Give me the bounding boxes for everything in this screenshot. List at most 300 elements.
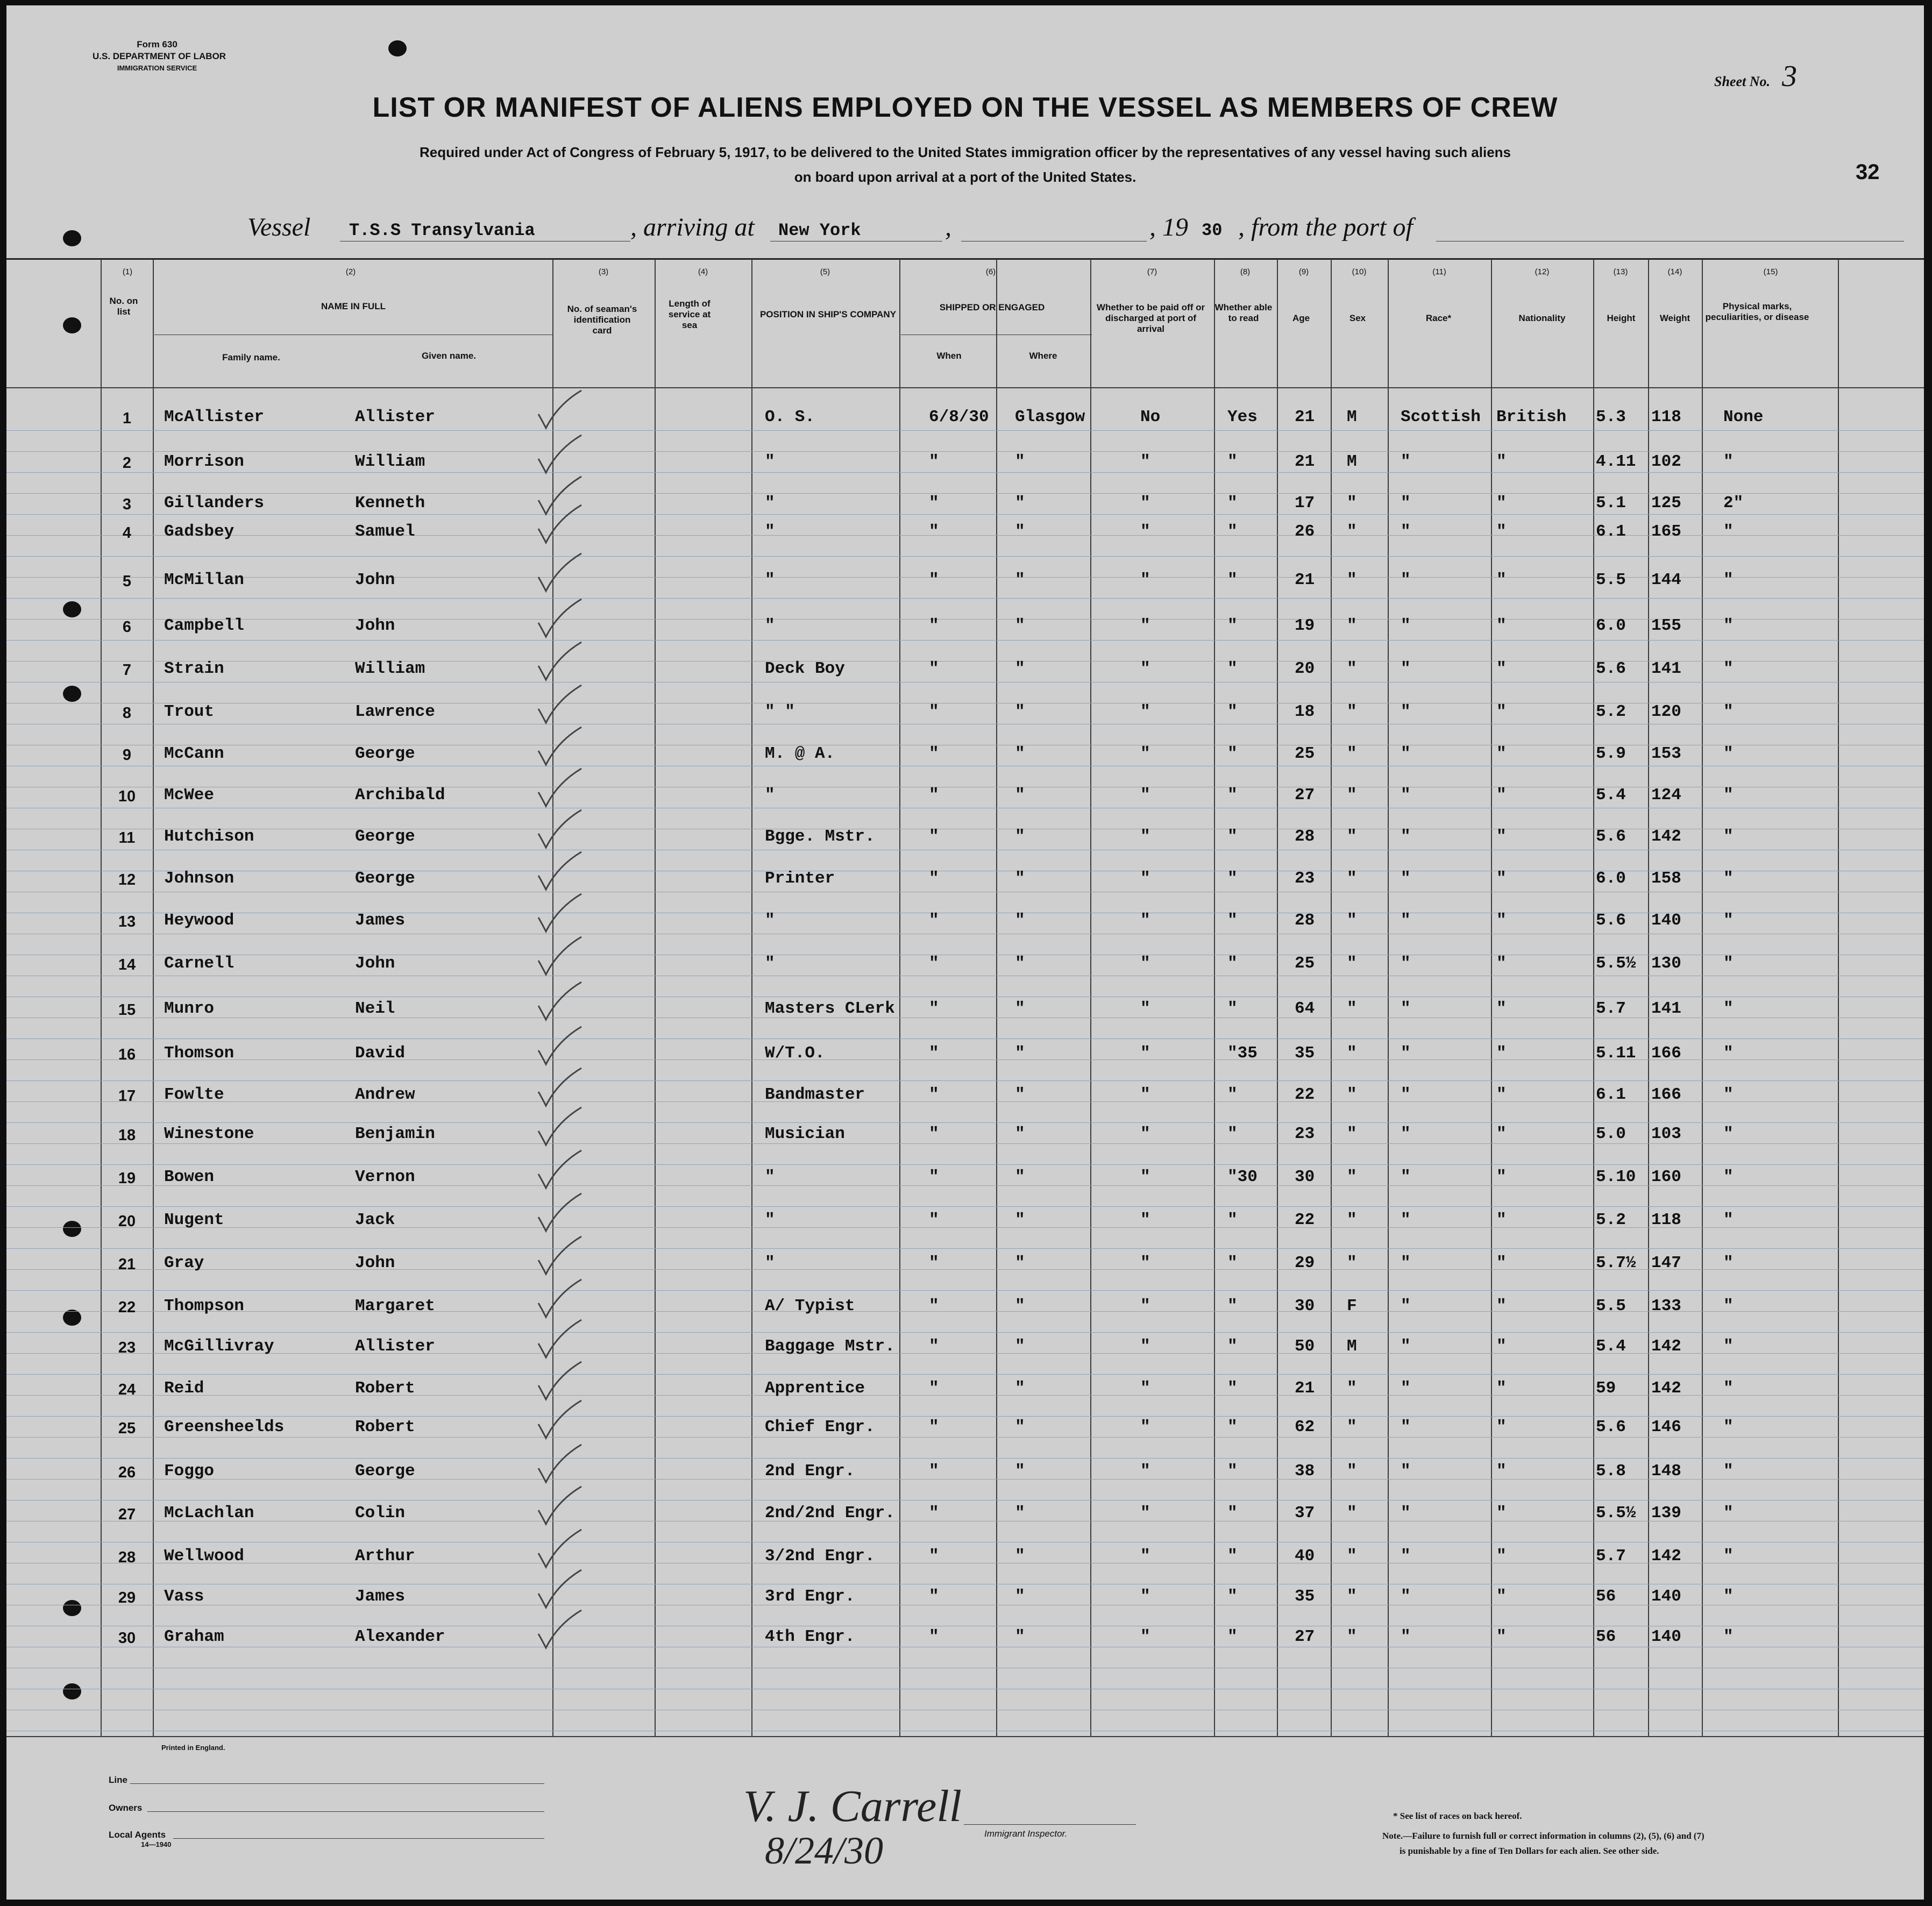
shipped-when-cell: " [929,827,939,846]
shipped-when-cell: " [929,452,939,471]
row-number: 2 [122,454,132,472]
punch-hole [63,686,81,702]
age-cell: 21 [1295,408,1315,426]
physical-marks-cell: " [1723,827,1734,846]
physical-marks-cell: " [1723,1587,1734,1606]
nationality-cell: " [1496,1418,1507,1436]
paid-off-cell: " [1140,1297,1150,1315]
ruled-line [6,577,1924,578]
shipped-where-cell: " [1015,1504,1025,1523]
header-sex: Sex [1349,313,1366,323]
page-number: 32 [1856,160,1880,184]
sex-cell: " [1347,522,1357,541]
ruled-line [6,451,1924,452]
fine-note-2: is punishable by a fine of Ten Dollars for each alien. See other side. [1400,1846,1659,1856]
shipped-when-cell: " [929,954,939,973]
paid-off-cell: " [1140,744,1150,763]
ruled-line [6,1080,1924,1081]
age-cell: 17 [1295,494,1315,513]
sex-cell: " [1347,954,1357,973]
ruled-line [6,1227,1924,1228]
weight-cell: 166 [1651,1044,1681,1063]
given-name-cell: Allister [355,1337,435,1356]
race-cell: " [1401,954,1411,973]
ruled-line [6,1059,1924,1060]
given-name-cell: John [355,616,395,635]
physical-marks-cell: " [1723,702,1734,721]
subtitle-line-2: on board upon arrival at a port of the United States. [794,169,1137,185]
check-mark-icon [536,1568,585,1611]
paid-off-cell: " [1140,1462,1150,1481]
position-cell: A/ Typist [765,1297,855,1315]
manifest-sheet [6,5,1924,1900]
height-cell: 5.0 [1596,1125,1626,1143]
family-name-cell: Wellwood [164,1547,244,1566]
shipped-where-cell: " [1015,1547,1025,1566]
height-cell: 5.5½ [1596,1504,1636,1523]
shipped-when-cell: " [929,1418,939,1436]
family-name-cell: Campbell [164,616,244,635]
ruled-line [6,598,1924,599]
height-cell: 5.6 [1596,659,1626,678]
column-number: (6) [985,267,996,276]
ruled-line [6,640,1924,641]
race-cell: " [1401,1462,1411,1481]
able-to-read-cell: "30 [1227,1168,1258,1186]
shipped-when-cell: " [929,1462,939,1481]
position-cell: " [765,1168,775,1186]
position-cell: M. @ A. [765,744,835,763]
row-number: 6 [122,618,132,636]
shipped-when-cell: " [929,522,939,541]
able-to-read-cell: " [1227,1587,1238,1606]
race-cell: " [1401,452,1411,471]
punch-hole [63,1221,81,1237]
check-mark-icon [536,766,585,809]
race-cell: " [1401,1044,1411,1063]
ruled-line [6,1185,1924,1186]
shipped-where-cell: " [1015,616,1025,635]
paid-off-cell: " [1140,702,1150,721]
nationality-cell: " [1496,1297,1507,1315]
height-cell: 5.8 [1596,1462,1626,1481]
owners-label: Owners [109,1803,143,1813]
nationality-cell: " [1496,616,1507,635]
shipped-where-cell: " [1015,702,1025,721]
ruled-line [6,1248,1924,1249]
able-to-read-cell: " [1227,1085,1238,1104]
shipped-when-cell: " [929,1254,939,1272]
check-mark-icon [536,1484,585,1527]
given-name-cell: George [355,1462,415,1481]
sex-cell: " [1347,1211,1357,1229]
shipped-where-cell: " [1015,1418,1025,1436]
check-mark-icon [536,1442,585,1485]
check-mark-icon [536,892,585,935]
height-cell: 56 [1596,1587,1616,1606]
weight-cell: 142 [1651,1337,1681,1356]
weight-cell: 165 [1651,522,1681,541]
height-cell: 5.4 [1596,786,1626,805]
race-cell: " [1401,1504,1411,1523]
position-cell: Bgge. Mstr. [765,827,875,846]
given-name-cell: Andrew [355,1085,415,1104]
able-to-read-cell: " [1227,659,1238,678]
race-cell: " [1401,1337,1411,1356]
race-cell: " [1401,522,1411,541]
able-to-read-cell: " [1227,522,1238,541]
ruled-line [6,1269,1924,1270]
age-cell: 20 [1295,659,1315,678]
inspector-underline [964,1824,1136,1825]
ruled-line [6,1416,1924,1417]
family-name-cell: Gadsbey [164,522,235,541]
column-line [751,259,752,1737]
height-cell: 5.11 [1596,1044,1636,1063]
position-cell: O. S. [765,408,815,426]
sheet-number: 3 [1782,60,1797,93]
given-name-cell: William [355,659,425,678]
given-name-cell: Margaret [355,1297,435,1315]
check-mark-icon [536,935,585,978]
given-name-cell: Robert [355,1379,415,1398]
ruled-line [6,1122,1924,1123]
row-number: 26 [118,1464,136,1481]
column-line [1388,259,1389,1737]
weight-cell: 146 [1651,1418,1681,1436]
age-cell: 27 [1295,786,1315,805]
column-line [1331,259,1332,1737]
position-cell: " [765,786,775,805]
able-to-read-cell: " [1227,911,1238,930]
header-length-service: Length of service at sea [668,298,711,330]
nationality-cell: " [1496,1254,1507,1272]
sex-cell: " [1347,1125,1357,1143]
paid-off-cell: " [1140,1211,1150,1229]
ruled-line [6,472,1924,473]
position-cell: Baggage Mstr. [765,1337,895,1356]
sex-cell: " [1347,786,1357,805]
given-name-cell: William [355,452,425,471]
row-number: 3 [122,496,132,513]
paid-off-cell: " [1140,522,1150,541]
shipped-where-cell: " [1015,659,1025,678]
row-number: 21 [118,1256,136,1273]
check-mark-icon [536,640,585,683]
given-name-cell: Archibald [355,786,445,805]
nationality-cell: " [1496,911,1507,930]
paid-off-cell: " [1140,786,1150,805]
able-to-read-cell: " [1227,452,1238,471]
given-name-cell: James [355,1587,406,1606]
table-top-border [6,258,1924,260]
nationality-cell: " [1496,522,1507,541]
column-line [899,259,900,1737]
check-mark-icon [536,1148,585,1191]
given-name-cell: John [355,954,395,973]
family-name-cell: Winestone [164,1125,254,1143]
sex-cell: " [1347,869,1357,888]
year-prefix: , 19 [1149,213,1188,241]
column-line [101,259,102,1737]
weight-cell: 120 [1651,702,1681,721]
weight-cell: 102 [1651,452,1681,471]
weight-cell: 147 [1651,1254,1681,1272]
check-mark-icon [536,1527,585,1570]
height-cell: 6.1 [1596,1085,1626,1104]
shipped-when-cell: " [929,1337,939,1356]
height-cell: 5.6 [1596,827,1626,846]
check-mark-icon [536,1191,585,1234]
given-name-cell: George [355,869,415,888]
header-position: POSITION IN SHIP'S COMPANY [759,309,897,319]
shipped-when-cell: " [929,1587,939,1606]
shipped-where-cell: " [1015,1211,1025,1229]
given-name-cell: George [355,744,415,763]
sheet-label: Sheet No. [1714,74,1770,89]
age-cell: 18 [1295,702,1315,721]
physical-marks-cell: " [1723,786,1734,805]
row-number: 8 [122,705,132,722]
service: IMMIGRATION SERVICE [117,64,197,72]
race-cell: " [1401,827,1411,846]
column-line [1491,259,1492,1737]
shipped-when-cell: " [929,1547,939,1566]
check-mark-icon [536,725,585,768]
given-name-cell: Jack [355,1211,395,1229]
paid-off-cell: " [1140,1254,1150,1272]
sex-cell: " [1347,827,1357,846]
family-name-cell: Morrison [164,452,244,471]
header-marks: Physical marks, peculiarities, or disease [1705,301,1809,322]
row-number: 13 [118,913,136,930]
row-number: 14 [118,956,136,973]
check-mark-icon [536,1318,585,1361]
position-cell: Masters CLerk [765,999,895,1018]
paid-off-cell: " [1140,1547,1150,1566]
nationality-cell: " [1496,659,1507,678]
family-name-cell: Munro [164,999,215,1018]
height-cell: 5.6 [1596,911,1626,930]
ruled-line [6,1290,1924,1291]
ruled-line [6,1311,1924,1312]
vessel-value: T.S.S Transylvania [349,221,535,240]
able-to-read-cell: " [1227,1627,1238,1646]
line-label: Line [109,1775,127,1785]
race-cell: " [1401,1085,1411,1104]
ruled-line [6,1143,1924,1144]
shipped-where-cell: " [1015,522,1025,541]
ruled-line [6,556,1924,557]
family-name-cell: Thompson [164,1297,244,1315]
ruled-line [6,493,1924,494]
column-number: (5) [820,267,830,276]
header-divider [6,387,1924,388]
race-cell: " [1401,911,1411,930]
age-cell: 50 [1295,1337,1315,1356]
check-mark-icon [536,850,585,893]
paid-off-cell: " [1140,1379,1150,1398]
header-weight: Weight [1659,313,1690,323]
given-name-cell: George [355,827,415,846]
arriving-label: , arriving at [630,213,755,241]
able-to-read-cell: " [1227,786,1238,805]
nationality-cell: " [1496,827,1507,846]
fine-note-1: Note.—Failure to furnish full or correct information in columns (2), (5), (6) and (7) [1382,1831,1704,1841]
header-able-read: Whether able to read [1214,302,1273,323]
ruled-line [6,1206,1924,1207]
column-number: (15) [1763,267,1778,276]
height-cell: 59 [1596,1379,1616,1398]
height-cell: 56 [1596,1627,1616,1646]
ruled-line [6,661,1924,662]
row-number: 7 [122,662,132,679]
age-cell: 29 [1295,1254,1315,1272]
shipped-when-cell: " [929,1125,939,1143]
paid-off-cell: " [1140,452,1150,471]
shipped-where-cell: " [1015,1125,1025,1143]
row-number: 24 [118,1381,136,1398]
paid-off-cell: " [1140,571,1150,589]
physical-marks-cell: " [1723,571,1734,589]
check-mark-icon [536,1105,585,1148]
age-cell: 21 [1295,452,1315,471]
position-cell: 2nd/2nd Engr. [765,1504,895,1523]
sex-cell: " [1347,659,1357,678]
family-name-cell: Vass [164,1587,204,1606]
nationality-cell: " [1496,1547,1507,1566]
punch-hole [63,317,81,333]
shipped-when-cell: " [929,911,939,930]
nationality-cell: " [1496,571,1507,589]
row-number: 18 [118,1127,136,1144]
weight-cell: 142 [1651,827,1681,846]
paid-off-cell: " [1140,1044,1150,1063]
given-name-cell: Vernon [355,1168,415,1186]
check-mark-icon [536,683,585,726]
shipped-where-cell: " [1015,869,1025,888]
column-number: (11) [1432,267,1446,276]
row-number: 5 [122,573,132,590]
given-name-cell: Lawrence [355,702,435,721]
able-to-read-cell: " [1227,1418,1238,1436]
able-to-read-cell: " [1227,702,1238,721]
ruled-line [6,514,1924,515]
sex-cell: " [1347,1462,1357,1481]
position-cell: " [765,1211,775,1229]
column-number: (2) [345,267,356,276]
position-cell: " [765,616,775,635]
weight-cell: 141 [1651,659,1681,678]
row-number: 25 [118,1420,136,1437]
given-name-cell: Neil [355,999,395,1018]
check-mark-icon [536,1360,585,1403]
shipped-when-cell: " [929,869,939,888]
able-to-read-cell: " [1227,954,1238,973]
shipped-where-cell: " [1015,1379,1025,1398]
family-name-cell: Heywood [164,911,235,930]
shipped-where-cell: " [1015,827,1025,846]
ruled-line [6,619,1924,620]
age-cell: 26 [1295,522,1315,541]
physical-marks-cell: " [1723,1125,1734,1143]
header-when: When [936,351,962,361]
nationality-cell: " [1496,494,1507,513]
physical-marks-cell: " [1723,954,1734,973]
nationality-cell: " [1496,1337,1507,1356]
shipped-when-cell: " [929,571,939,589]
subtitle-line-1: Required under Act of Congress of February 5, 1917, to be delivered to the United States immigration officer by the representatives of any vessel having such aliens [419,144,1511,160]
paid-off-cell: " [1140,869,1150,888]
race-cell: " [1401,1379,1411,1398]
header-nationality: Nationality [1518,313,1566,323]
able-to-read-cell: " [1227,1337,1238,1356]
physical-marks-cell: " [1723,911,1734,930]
physical-marks-cell: " [1723,1044,1734,1063]
physical-marks-cell: " [1723,1418,1734,1436]
shipped-when-cell: " [929,1379,939,1398]
age-cell: 25 [1295,954,1315,973]
height-cell: 5.10 [1596,1168,1636,1186]
shipped-when-cell: " [929,1297,939,1315]
shipped-where-cell: " [1015,1297,1025,1315]
age-cell: 21 [1295,1379,1315,1398]
weight-cell: 153 [1651,744,1681,763]
given-name-cell: John [355,1254,395,1272]
able-to-read-cell: " [1227,827,1238,846]
ruled-line [6,1395,1924,1396]
given-name-cell: John [355,571,395,589]
height-cell: 6.0 [1596,869,1626,888]
able-to-read-cell: " [1227,1379,1238,1398]
column-line [1090,259,1091,1737]
physical-marks-cell: " [1723,744,1734,763]
race-cell: " [1401,744,1411,763]
row-number: 19 [118,1170,136,1187]
weight-cell: 133 [1651,1297,1681,1315]
column-line [1838,259,1839,1737]
position-cell: " [765,494,775,513]
page-title: LIST OR MANIFEST OF ALIENS EMPLOYED ON THE VESSEL AS MEMBERS OF CREW [372,92,1558,123]
row-number: 15 [118,1001,136,1019]
header-age: Age [1292,313,1310,323]
sex-cell: " [1347,1587,1357,1606]
height-cell: 5.2 [1596,1211,1626,1229]
agents-underline [173,1838,544,1839]
shipped-when-cell: " [929,786,939,805]
shipped-when-cell: " [929,744,939,763]
shipped-where-cell: " [1015,911,1025,930]
sex-cell: " [1347,494,1357,513]
shipped-where-cell: " [1015,1627,1025,1646]
column-number: (4) [698,267,708,276]
physical-marks-cell: " [1723,1462,1734,1481]
physical-marks-cell: " [1723,1627,1734,1646]
column-number: (10) [1352,267,1367,276]
department: U.S. DEPARTMENT OF LABOR [93,51,226,61]
paid-off-cell: " [1140,911,1150,930]
height-cell: 6.0 [1596,616,1626,635]
able-to-read-cell: Yes [1227,408,1258,426]
row-number: 4 [122,524,132,542]
family-name-cell: Fowlte [164,1085,224,1104]
column-line [996,259,997,1737]
ruled-line [6,430,1924,431]
age-cell: 30 [1295,1297,1315,1315]
nationality-cell: " [1496,1085,1507,1104]
nationality-cell: " [1496,1168,1507,1186]
age-cell: 35 [1295,1044,1315,1063]
